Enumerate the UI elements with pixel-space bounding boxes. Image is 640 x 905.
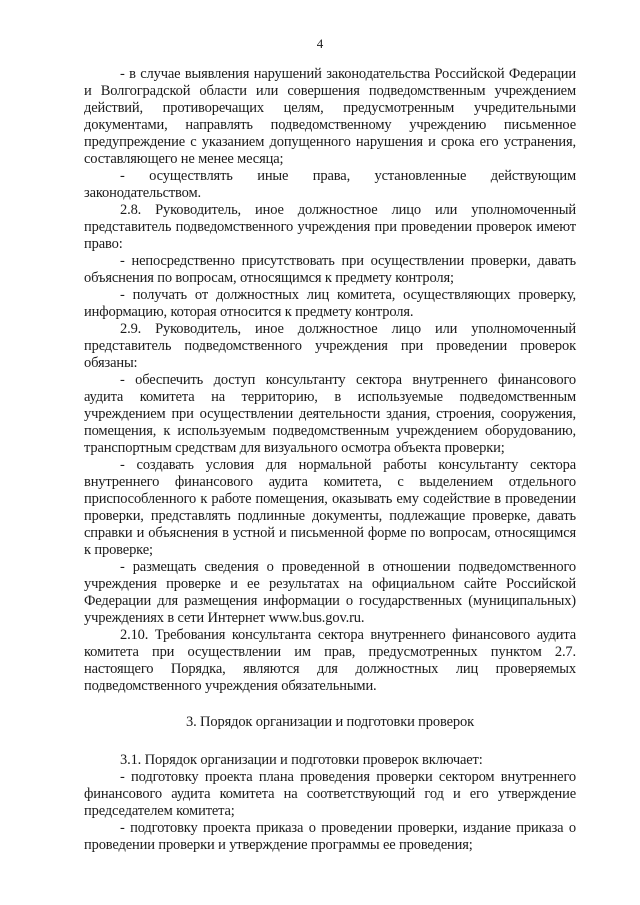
paragraph: - подготовку проекта плана проведения проверки сектором внутреннего финансового аудита комитета на соответствующий год и его утверждение председателем комитета; (84, 769, 576, 819)
paragraph: - осуществлять иные права, установленные действующим законодательством. (84, 168, 576, 201)
paragraph: - создавать условия для нормальной работы консультанту сектора внутреннего финансового аудита комитета, с выделением отдельного приспособленного к работе помещения, оказывать ему содействие в проведении проверки, представлять подлинные документы, подлежащие проверке, давать справки и объяснения в устной и письменной форме по вопросам, относящимся к проверке; (84, 457, 576, 558)
paragraph: - размещать сведения о проведенной в отношении подведомственного учреждения проверке и ее результатах на официальном сайте Российской Федерации для размещения информации о государственных (муниципальных) учреждениях в сети Интернет www.bus.gov.ru. (84, 559, 576, 626)
page-number: 4 (316, 36, 324, 51)
paragraph: - в случае выявления нарушений законодательства Российской Федерации и Волгоградской области или совершения подведомственным учреждением действий, противоречащих целям, предусмотренным учредительными документами, направлять подведомственному учреждению письменное предупреждение с указанием допущенного нарушения и срока его устранения, составляющего не менее месяца; (84, 66, 576, 167)
paragraph: 2.10. Требования консультанта сектора внутреннего финансового аудита комитета при осуществлении им прав, предусмотренных пунктом 2.7. настоящего Порядка, являются для должностных лиц проверяемых подведомственного учреждения обязательными. (84, 627, 576, 694)
paragraph: - непосредственно присутствовать при осуществлении проверки, давать объяснения по вопросам, относящимся к предмету контроля; (84, 253, 576, 286)
paragraph: 2.8. Руководитель, иное должностное лицо или уполномоченный представитель подведомственного учреждения при проведении проверок имеют право: (84, 202, 576, 252)
paragraph: - подготовку проекта приказа о проведении проверки, издание приказа о проведении проверки и утверждение программы ее проведения; (84, 820, 576, 853)
paragraph: - обеспечить доступ консультанту сектора внутреннего финансового аудита комитета на территорию, в используемые подведомственным учреждением при осуществлении деятельности здания, строения, сооружения, помещения, к используемым подведомственным учреждением оборудованию, транспортным средствам для визуального осмотра объекта проверки; (84, 372, 576, 456)
paragraph: - получать от должностных лиц комитета, осуществляющих проверку, информацию, которая относится к предмету контроля. (84, 287, 576, 320)
paragraph: 2.9. Руководитель, иное должностное лицо или уполномоченный представитель подведомственного учреждения при проведении проверок обязаны: (84, 321, 576, 371)
section-heading: 3. Порядок организации и подготовки проверок (186, 714, 474, 730)
paragraph: 3.1. Порядок организации и подготовки проверок включает: (120, 752, 483, 768)
document-body (84, 66, 576, 854)
